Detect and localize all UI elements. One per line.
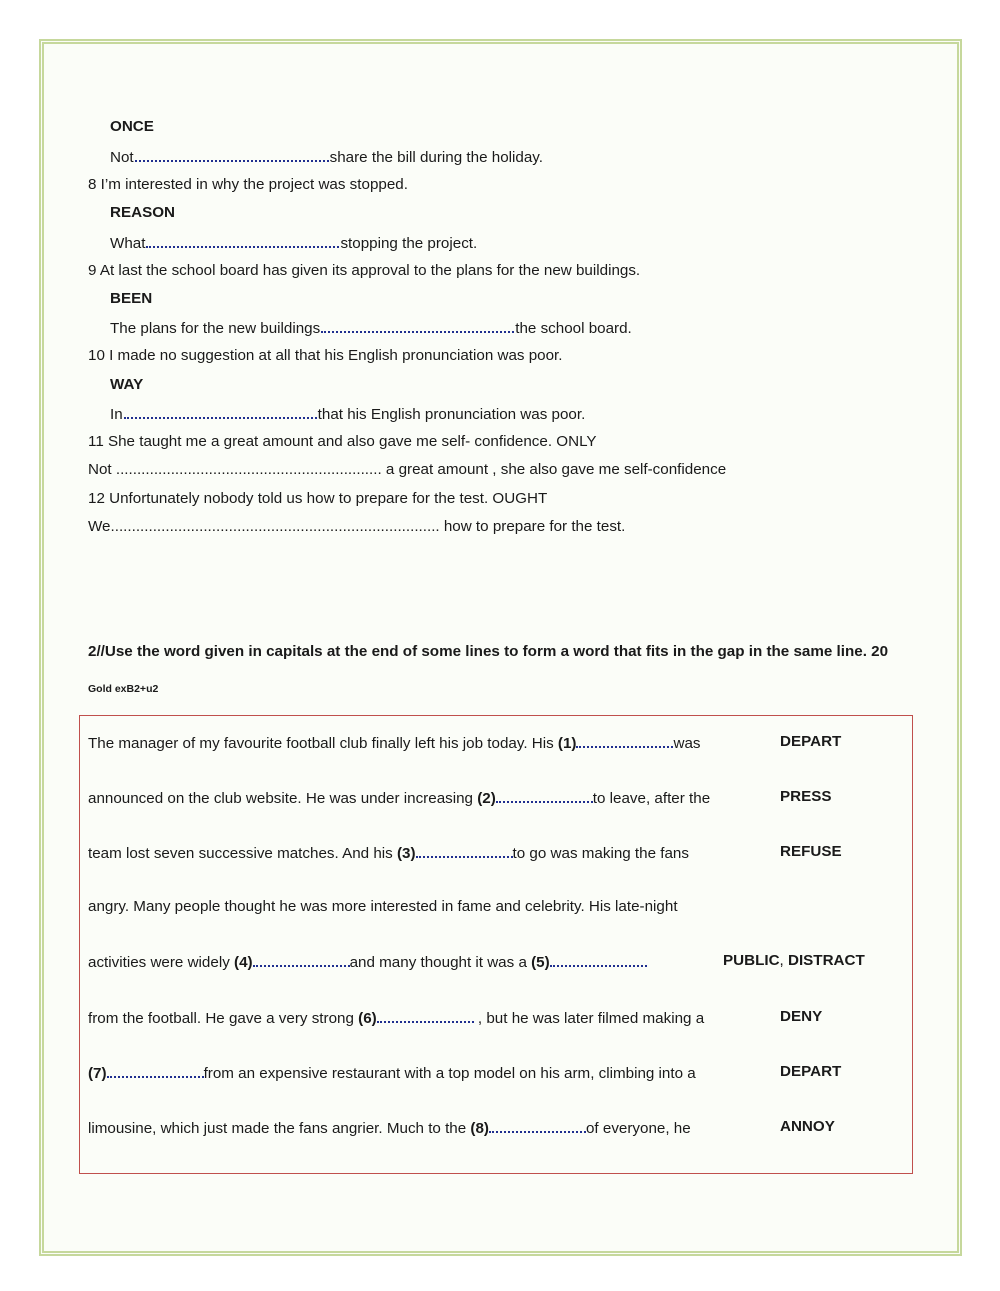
line-text: from the football. He gave a very strong xyxy=(88,1010,359,1027)
line-text: was xyxy=(673,735,701,752)
text-line-1 xyxy=(88,732,701,754)
q8-prompt: 8 I’m interested in why the project was stopped. xyxy=(88,176,408,193)
q9-answer-line xyxy=(110,317,632,339)
gap-1[interactable] xyxy=(576,732,673,748)
text-line-8 xyxy=(88,1117,691,1139)
q10-before: In xyxy=(110,406,123,423)
q7-keyword: ONCE xyxy=(110,118,154,135)
q10-gap[interactable] xyxy=(124,403,317,419)
q10-answer-line xyxy=(110,403,585,425)
q8-before: What xyxy=(110,235,146,252)
text-line-6 xyxy=(88,1007,704,1029)
cue-word-2: PRESS xyxy=(780,788,832,805)
gap-number: (5) xyxy=(531,954,550,971)
q12-prompt: 12 Unfortunately nobody told us how to prepare for the test. OUGHT xyxy=(88,490,548,507)
q8-after: stopping the project. xyxy=(340,235,478,252)
text-line-7 xyxy=(88,1062,696,1084)
line-text: and many thought it was a xyxy=(349,954,532,971)
gap-number: (4) xyxy=(234,954,253,971)
q10-prompt: 10 I made no suggestion at all that his English pronunciation was poor. xyxy=(88,347,563,364)
gap-number: (3) xyxy=(396,845,416,862)
gap-8[interactable] xyxy=(489,1117,586,1133)
q11-answer-line: Not ............................................................... a great amount , she also gave me self-confidence xyxy=(88,461,727,478)
line-text: to go was making the fans xyxy=(512,845,689,862)
q11-prompt: 11 She taught me a great amount and also gave me self- confidence. ONLY xyxy=(88,433,597,450)
gap-number: (1) xyxy=(557,735,577,752)
cue-word-5: DISTRACT xyxy=(787,952,865,969)
cue-word-6: DENY xyxy=(780,1008,823,1025)
q9-before: The plans for the new buildings xyxy=(110,320,321,337)
q7-gap[interactable] xyxy=(135,146,329,162)
text-line-5 xyxy=(88,951,647,973)
q9-after: the school board. xyxy=(515,320,632,337)
cue-word-4: PUBLIC xyxy=(723,952,780,969)
cue-word-8: ANNOY xyxy=(780,1118,835,1135)
gap-5[interactable] xyxy=(550,951,647,967)
part2-instruction: 2//Use the word given in capitals at the end of some lines to form a word that fits in the gap in the same line. 20 xyxy=(88,643,889,660)
gap-number: (8) xyxy=(470,1120,489,1137)
line-text: limousine, which just made the fans angrier. Much to the xyxy=(88,1120,471,1137)
gap-2[interactable] xyxy=(496,787,593,803)
gap-4[interactable] xyxy=(253,951,350,967)
text-line-3 xyxy=(88,842,689,864)
q7-before: Not xyxy=(110,149,134,166)
word-formation-box xyxy=(79,715,913,1174)
q7-after: share the bill during the holiday. xyxy=(329,149,543,166)
line-text: activities were widely xyxy=(88,954,235,971)
line-text: announced on the club website. He was under increasing xyxy=(88,790,478,807)
text-line-2 xyxy=(88,787,710,809)
q9-gap[interactable] xyxy=(321,317,514,333)
q8-gap[interactable] xyxy=(146,232,339,248)
gap-number: (2) xyxy=(477,790,496,807)
gap-7[interactable] xyxy=(107,1062,204,1078)
q10-after: that his English pronunciation was poor. xyxy=(317,406,586,423)
cue-word-1: DEPART xyxy=(780,733,842,750)
q8-answer-line xyxy=(110,232,477,254)
cue-word-7: DEPART xyxy=(780,1063,842,1080)
line-text: , but he was later filmed making a xyxy=(473,1010,705,1027)
q8-keyword: REASON xyxy=(110,204,175,221)
line-text: to leave, after the xyxy=(592,790,711,807)
cue-word-4-5 xyxy=(723,951,865,971)
cue-word-3: REFUSE xyxy=(780,843,842,860)
cue-separator: , xyxy=(779,952,788,969)
gap-number: (7) xyxy=(88,1065,107,1082)
gap-6[interactable] xyxy=(377,1007,474,1023)
line-text: team lost seven successive matches. And his xyxy=(88,845,397,862)
text-line-4 xyxy=(88,897,678,917)
q9-keyword: BEEN xyxy=(110,290,153,307)
gap-3[interactable] xyxy=(416,842,513,858)
line-text: of everyone, he xyxy=(585,1120,691,1137)
line-text: from an expensive restaurant with a top model on his arm, climbing into a xyxy=(203,1065,696,1082)
q9-prompt: 9 At last the school board has given its approval to the plans for the new buildings. xyxy=(88,262,641,279)
line-text: The manager of my favourite football club finally left his job today. His xyxy=(88,735,558,752)
gap-number: (6) xyxy=(358,1010,377,1027)
q12-answer-line: We.............................................................................. how to prepare for the test. xyxy=(88,518,626,535)
line-text: angry. Many people thought he was more interested in fame and celebrity. His late-night xyxy=(88,898,678,915)
part2-source: Gold exB2+u2 xyxy=(88,683,159,695)
q7-answer-line xyxy=(110,146,543,168)
q10-keyword: WAY xyxy=(110,376,144,393)
